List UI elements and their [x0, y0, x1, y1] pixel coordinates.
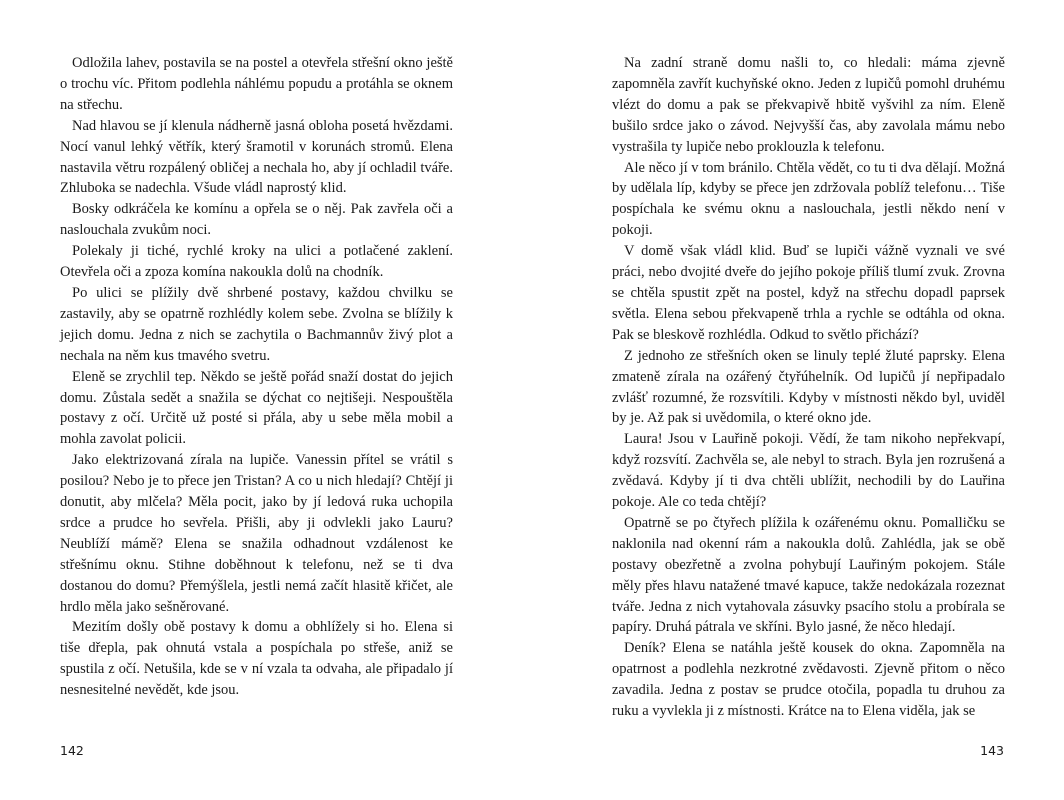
left-page-text	[60, 53, 453, 701]
page-number: 143	[980, 743, 1004, 758]
paragraph: Opatrně se po čtyřech plížila k ozářenému oknu. Pomalličku se naklonila nad okenní rám a nakoukla dolů. Zahlédla, jak se obě postavy obezřetně a zvolna pohybují Lauřiným pokojem. Stále měly přes hlavu natažené tmavé kapuce, takže nedokázala rozeznat tváře. Jedna z nich vytahovala zásuvky psacího stolu a probírala se papíry. Druhá pátrala ve skříni. Bylo jasné, že něco hledají.	[612, 514, 1005, 636]
paragraph: Jako elektrizovaná zírala na lupiče. Vanessin přítel se vrátil s posilou? Nebo je to přece jen Tristan? A co u nich hledají? Chtějí ji donutit, aby mlčela? Měla pocit, jako by jí ledová ruka uchopila srdce a prudce ho sevřela. Přišli, aby ji odvlekli jako Lauru? Neublíží mámě? Elena se snažila odhadnout vzdálenost ke střešnímu oknu. Stihne doběhnout k telefonu, než se ti dva dostanou do domu? Přemýšlela, jestli nemá začít hlasitě křičet, ale hrdlo měla jako sešněrované.	[60, 452, 453, 615]
paragraph: Deník? Elena se natáhla ještě kousek do okna. Zapomněla na opatrnost a podlehla nezkrotné zvědavosti. Zjevně přitom o něco zavadila. Jedna z postav se prudce otočila, popadla tu druhou za ruku a vyvlekla ji z místnosti. Krátce na to Elena viděla, jak se	[612, 640, 1005, 720]
paragraph: Mezitím došly obě postavy k domu a obhlížely si ho. Elena si tiše dřepla, pak ohnutá vstala a pospíchala po střeše, aniž se spustila z očí. Netušila, kde se v ní vzala ta odvaha, ale připadalo jí nesnesitelné nevědět, kde jsou.	[60, 619, 453, 699]
paragraph: Nad hlavou se jí klenula nádherně jasná obloha posetá hvězdami. Nocí vanul lehký větřík, který šramotil v korunách stromů. Elena nastavila větru rozpálený obličej a nechala ho, aby jí ochladil tváře. Zhluboka se nadechla. Všude vládl naprostý klid.	[60, 117, 453, 197]
page-number: 142	[60, 743, 84, 758]
paragraph: Z jednoho ze střešních oken se linuly teplé žluté paprsky. Elena zmateně zírala na ozářený čtyřúhelník. Od lupičů jí nepřipadalo zvlášť rozumné, že rozsvítili. Kdyby v místnosti někdo byl, uviděl by je. Až pak si uvědomila, o které okno jde.	[612, 347, 1005, 427]
right-page-text	[612, 53, 1005, 722]
paragraph: Laura! Jsou v Lauřině pokoji. Vědí, že tam nikoho nepřekvapí, když rozsvítí. Zachvěla se, ale nebyl to strach. Byla jen rozrušená a zvědavá. Kdyby jí ti dva chtěli ublížit, nechodili by do Lauřina pokoje. Ale co teda chtějí?	[612, 431, 1005, 511]
paragraph: Odložila lahev, postavila se na postel a otevřela střešní okno ještě o trochu víc. Přitom podlehla náhlému popudu a protáhla se oknem na střechu.	[60, 55, 453, 113]
right-page	[532, 0, 1064, 800]
paragraph: Eleně se zrychlil tep. Někdo se ještě pořád snaží dostat do jejich domu. Zůstala sedět a snažila se dýchat co nejtišeji. Nespouštěla postavy z očí. Určitě už posté si přála, aby u sebe měla mobil a mohla zavolat policii.	[60, 368, 453, 448]
paragraph: Bosky odkráčela ke komínu a opřela se o něj. Pak zavřela oči a naslouchala zvukům noci.	[60, 201, 453, 239]
paragraph: Po ulici se plížily dvě shrbené postavy, každou chvilku se zastavily, aby se opatrně rozhlédly kolem sebe. Zvolna se blížily k jejich domu. Jedna z nich se zachytila o Bachmannův živý plot a nechala na něm kus tmavého svetru.	[60, 284, 453, 364]
paragraph: V domě však vládl klid. Buď se lupiči vážně vyznali ve své práci, nebo dvojité dveře do jejího pokoje příliš tlumí zvuk. Zrovna se chtěla spustit zpět na postel, když na střechu dopadl paprsek světla. Elena sebou překvapeně trhla a rychle se odtáhla od okna. Pak se bleskově rozhlédla. Odkud to světlo přichází?	[612, 243, 1005, 343]
paragraph: Na zadní straně domu našli to, co hledali: máma zjevně zapomněla zavřít kuchyňské okno. Jeden z lupičů pomohl druhému vlézt do domu a pak se překvapivě hbitě vyšvihl za ním. Eleně bušilo srdce jako o závod. Nejvyšší čas, aby zavolala mámu nebo vystrašila ty lupiče nebo proklouzla k telefonu.	[612, 55, 1005, 155]
paragraph: Polekaly ji tiché, rychlé kroky na ulici a potlačené zaklení. Otevřela oči a zpoza komína nakoukla dolů na chodník.	[60, 243, 453, 281]
paragraph: Ale něco jí v tom bránilo. Chtěla vědět, co tu ti dva dělají. Možná by udělala líp, kdyby se přece jen zdržovala poblíž telefonu… Tiše pospíchala ke svému oknu a naslouchala, jestli někdo není v pokoji.	[612, 159, 1005, 239]
